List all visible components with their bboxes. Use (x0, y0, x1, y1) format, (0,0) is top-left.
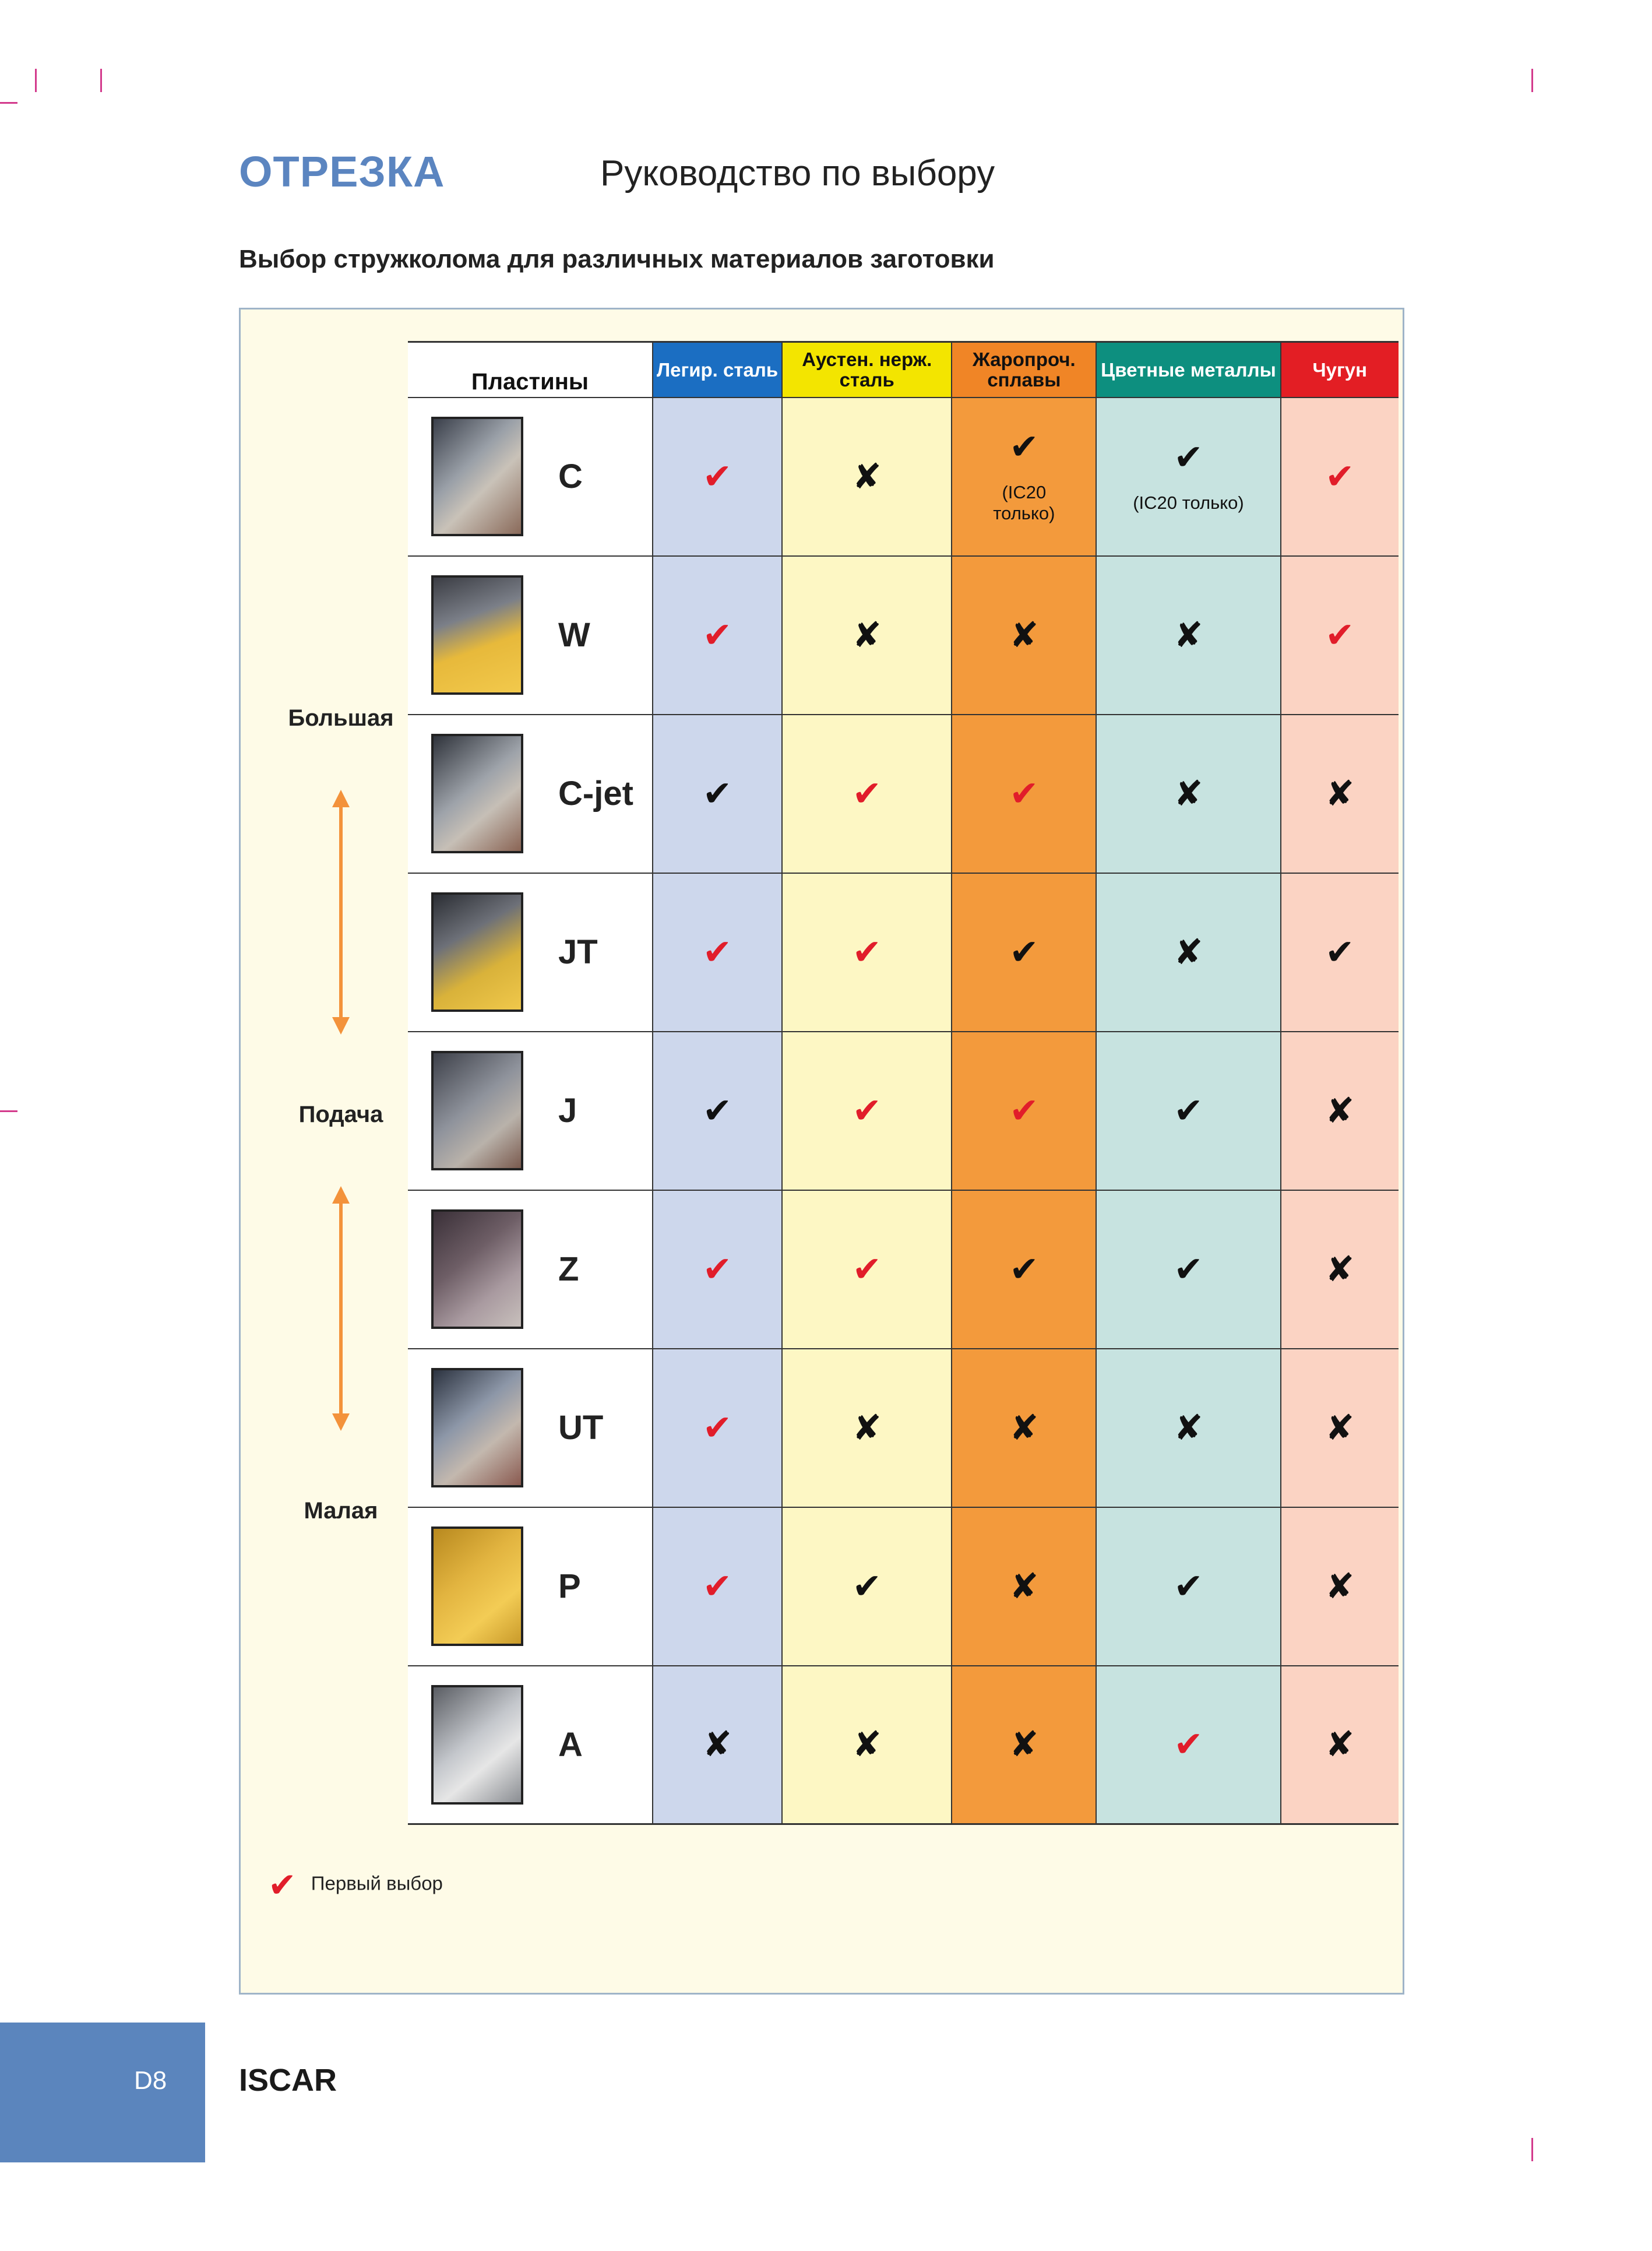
cross-icon: ✘ (1009, 1566, 1039, 1606)
table-row (408, 715, 1399, 873)
crop-mark (1531, 69, 1533, 92)
first-choice-check-icon: ✔ (852, 932, 882, 972)
cell-cast-iron (1281, 715, 1399, 873)
cell-non-ferrous (1096, 398, 1280, 556)
insert-code: UT (558, 1409, 604, 1447)
column-header-heat-resistant-alloys: Жаропроч. сплавы (952, 342, 1096, 398)
cell-non-ferrous (1096, 1507, 1280, 1666)
first-choice-check-icon: ✔ (702, 1408, 732, 1447)
cell-note: (IC20 только) (1133, 492, 1244, 513)
cell-stainless-steel (782, 556, 952, 715)
crop-mark (1531, 2138, 1533, 2161)
cross-icon: ✘ (1174, 932, 1203, 972)
cell-stainless-steel (782, 1666, 952, 1824)
arrow-shaft (339, 1201, 343, 1416)
table-row (408, 1190, 1399, 1349)
table-row (408, 1032, 1399, 1190)
check-icon: ✔ (1009, 932, 1039, 972)
cell-stainless-steel (782, 1032, 952, 1190)
cell-non-ferrous (1096, 873, 1280, 1032)
insert-image (431, 1527, 523, 1646)
insert-image (431, 1051, 523, 1170)
insert-cell (408, 1507, 653, 1666)
cell-note: (IC20 только) (993, 481, 1055, 523)
insert-cell (408, 1349, 653, 1507)
insert-column-header: Пластины (408, 342, 653, 398)
cell-non-ferrous (1096, 556, 1280, 715)
cross-icon: ✘ (1009, 1725, 1039, 1764)
legend-label: Первый выбор (311, 1872, 443, 1894)
cross-icon: ✘ (852, 456, 882, 496)
check-icon: ✔ (1325, 932, 1355, 972)
cross-icon: ✘ (852, 1725, 882, 1764)
cross-icon: ✘ (852, 1408, 882, 1447)
feed-axis (274, 341, 408, 1846)
table-row (408, 873, 1399, 1032)
insert-cell (408, 398, 653, 556)
cell-stainless-steel (782, 1507, 952, 1666)
cell-alloy-steel (653, 1190, 782, 1349)
crop-mark (100, 69, 102, 92)
page-subtitle: Руководство по выбору (600, 153, 995, 194)
insert-code: JT (558, 933, 598, 971)
cell-non-ferrous (1096, 1032, 1280, 1190)
column-header-stainless-steel: Аустен. нерж. сталь (782, 342, 952, 398)
first-choice-check-icon: ✔ (852, 1091, 882, 1130)
cross-icon: ✘ (1009, 615, 1039, 655)
insert-image (431, 892, 523, 1012)
first-choice-check-icon: ✔ (702, 932, 732, 972)
first-choice-check-icon: ✔ (702, 1566, 732, 1606)
cell-non-ferrous (1096, 1349, 1280, 1507)
first-choice-check-icon: ✔ (1325, 456, 1355, 496)
table-row (408, 1666, 1399, 1824)
arrow-down-icon (332, 1017, 350, 1035)
cell-cast-iron (1281, 1032, 1399, 1190)
cross-icon: ✘ (852, 615, 882, 655)
cross-icon: ✘ (1325, 1249, 1355, 1289)
cell-cast-iron (1281, 1507, 1399, 1666)
cell-cast-iron (1281, 398, 1399, 556)
insert-code: C-jet (558, 775, 633, 813)
check-icon: ✔ (702, 1091, 732, 1130)
check-icon: ✔ (702, 773, 732, 813)
first-choice-check-icon: ✔ (1325, 615, 1355, 655)
cell-stainless-steel (782, 715, 952, 873)
check-icon: ✔ (1174, 1249, 1203, 1289)
arrow-shaft (339, 804, 343, 1020)
insert-cell (408, 1666, 653, 1824)
insert-code: P (558, 1567, 581, 1605)
cell-cast-iron (1281, 556, 1399, 715)
insert-code: J (558, 1092, 577, 1130)
axis-label-small: Малая (304, 1498, 378, 1524)
check-icon: ✔ (1174, 1566, 1203, 1606)
column-header-alloy-steel: Легир. сталь (653, 342, 782, 398)
insert-cell (408, 1032, 653, 1190)
insert-image (431, 417, 523, 536)
cell-stainless-steel (782, 398, 952, 556)
section-heading: Выбор стружколома для различных материалов заготовки (239, 245, 995, 273)
first-choice-check-icon: ✔ (702, 1249, 732, 1289)
cell-cast-iron (1281, 1666, 1399, 1824)
cross-icon: ✘ (1325, 1408, 1355, 1447)
cross-icon: ✘ (1325, 1091, 1355, 1130)
table-row (408, 1349, 1399, 1507)
cell-alloy-steel (653, 1666, 782, 1824)
insert-cell (408, 1190, 653, 1349)
cell-heat-resistant-alloys (952, 1349, 1096, 1507)
cell-stainless-steel (782, 1190, 952, 1349)
cell-non-ferrous (1096, 1666, 1280, 1824)
insert-code: A (558, 1725, 583, 1764)
insert-image (431, 1368, 523, 1487)
insert-image (431, 575, 523, 695)
check-icon: ✔ (1009, 427, 1039, 466)
page-title: ОТРЕЗКА (239, 147, 445, 196)
insert-code: C (558, 458, 583, 495)
cell-heat-resistant-alloys (952, 715, 1096, 873)
cell-heat-resistant-alloys (952, 556, 1096, 715)
cell-cast-iron (1281, 1349, 1399, 1507)
check-icon: ✔ (852, 1566, 882, 1606)
insert-cell (408, 556, 653, 715)
first-choice-check-icon: ✔ (1009, 1091, 1039, 1130)
footer-tab (0, 2023, 205, 2162)
cell-non-ferrous (1096, 1190, 1280, 1349)
page-number: D8 (134, 2066, 167, 2095)
cross-icon: ✘ (1325, 1566, 1355, 1606)
legend (268, 1865, 443, 1905)
table-row (408, 398, 1399, 556)
cross-icon: ✘ (1174, 773, 1203, 813)
selection-chart (274, 341, 1399, 1846)
first-choice-check-icon: ✔ (1009, 773, 1039, 813)
cross-icon: ✘ (1325, 1725, 1355, 1764)
arrow-down-icon (332, 1413, 350, 1431)
cell-heat-resistant-alloys (952, 1507, 1096, 1666)
cross-icon: ✘ (1325, 773, 1355, 813)
table-row (408, 1507, 1399, 1666)
cell-alloy-steel (653, 715, 782, 873)
axis-label-feed: Подача (298, 1102, 383, 1127)
cell-cast-iron (1281, 873, 1399, 1032)
table-body (408, 398, 1399, 1824)
cell-stainless-steel (782, 873, 952, 1032)
insert-image (431, 1685, 523, 1805)
first-choice-check-icon: ✔ (268, 1866, 297, 1904)
cell-heat-resistant-alloys (952, 1190, 1096, 1349)
first-choice-check-icon: ✔ (702, 456, 732, 496)
check-icon: ✔ (1174, 437, 1203, 477)
cross-icon: ✘ (1174, 1408, 1203, 1447)
table-row (408, 556, 1399, 715)
insert-cell (408, 715, 653, 873)
axis-label-large: Большая (288, 705, 394, 731)
cell-alloy-steel (653, 556, 782, 715)
insert-image (431, 734, 523, 853)
insert-code: Z (558, 1250, 579, 1288)
cell-alloy-steel (653, 1032, 782, 1190)
cell-non-ferrous (1096, 715, 1280, 873)
first-choice-check-icon: ✔ (702, 615, 732, 655)
cell-stainless-steel (782, 1349, 952, 1507)
cell-alloy-steel (653, 1507, 782, 1666)
first-choice-check-icon: ✔ (852, 1249, 882, 1289)
insert-code: W (558, 616, 590, 654)
crop-mark (0, 102, 17, 104)
column-header-cast-iron: Чугун (1281, 342, 1399, 398)
cell-alloy-steel (653, 398, 782, 556)
cell-alloy-steel (653, 873, 782, 1032)
first-choice-check-icon: ✔ (1174, 1725, 1203, 1764)
cross-icon: ✘ (1009, 1408, 1039, 1447)
check-icon: ✔ (1009, 1249, 1039, 1289)
first-choice-check-icon: ✔ (852, 773, 882, 813)
cell-heat-resistant-alloys (952, 398, 1096, 556)
crop-mark (0, 1110, 17, 1112)
brand-name: ISCAR (239, 2063, 337, 2098)
check-icon: ✔ (1174, 1091, 1203, 1130)
column-header-non-ferrous: Цветные металлы (1096, 342, 1280, 398)
cell-alloy-steel (653, 1349, 782, 1507)
crop-mark (35, 69, 37, 92)
cross-icon: ✘ (1174, 615, 1203, 655)
cell-heat-resistant-alloys (952, 873, 1096, 1032)
selection-table (408, 341, 1399, 1825)
insert-cell (408, 873, 653, 1032)
cross-icon: ✘ (702, 1725, 732, 1764)
insert-image (431, 1209, 523, 1329)
cell-cast-iron (1281, 1190, 1399, 1349)
cell-heat-resistant-alloys (952, 1032, 1096, 1190)
cell-heat-resistant-alloys (952, 1666, 1096, 1824)
table-header-row (408, 342, 1399, 398)
